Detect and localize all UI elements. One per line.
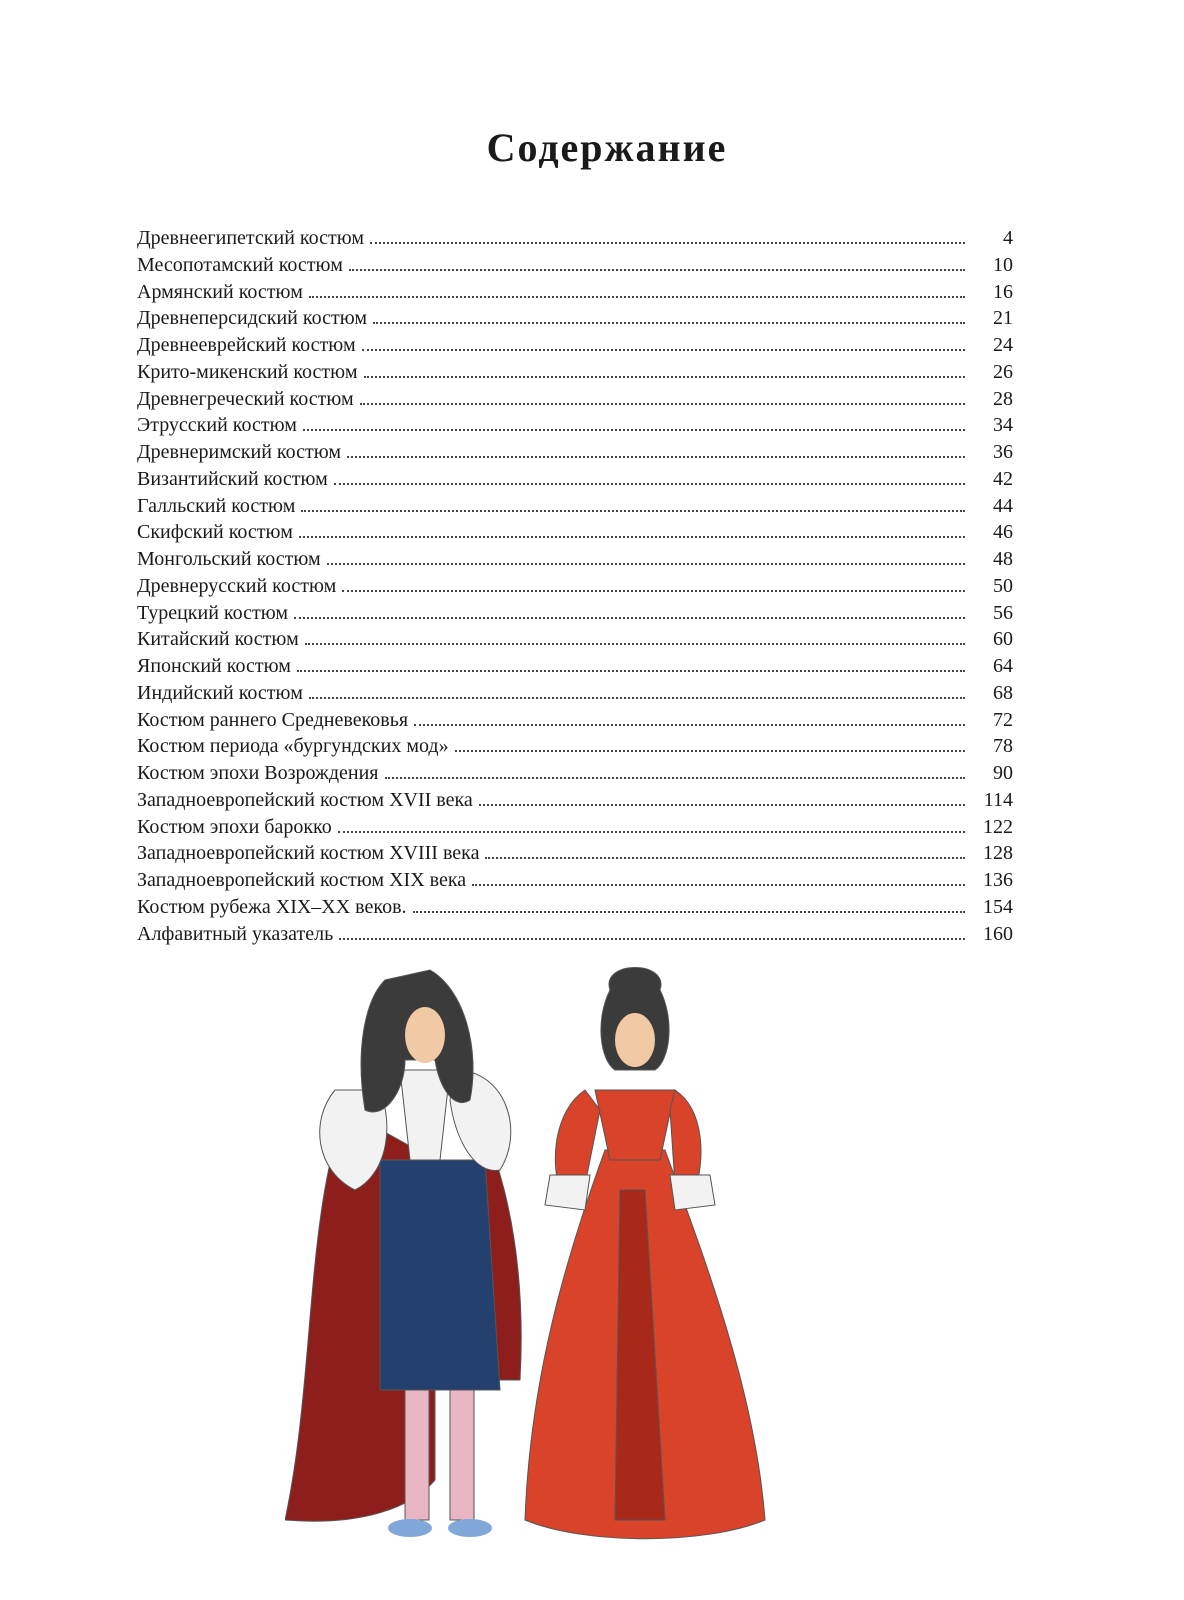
toc-entry-label: Византийский костюм bbox=[137, 467, 328, 490]
toc-entry-page: 44 bbox=[993, 494, 1013, 517]
toc-entry-label: Китайский костюм bbox=[137, 628, 299, 651]
toc-entry-page: 34 bbox=[993, 414, 1013, 437]
dot-leader bbox=[362, 348, 965, 351]
toc-entry-page: 60 bbox=[993, 628, 1013, 651]
toc-entry[interactable] bbox=[137, 921, 1013, 948]
dot-leader bbox=[294, 616, 965, 619]
toc-entry[interactable] bbox=[137, 653, 1013, 680]
gentleman-leg-left bbox=[405, 1390, 429, 1520]
toc-entry[interactable] bbox=[137, 707, 1013, 734]
toc-entry-label: Крито-микенский костюм bbox=[137, 360, 358, 383]
toc-entry-label: Древнеперсидский костюм bbox=[137, 307, 368, 330]
toc-entry[interactable] bbox=[137, 332, 1013, 359]
dot-leader bbox=[342, 589, 965, 592]
gentleman-leg-right bbox=[450, 1390, 474, 1520]
toc-entry[interactable] bbox=[137, 439, 1013, 466]
dot-leader bbox=[305, 642, 965, 645]
toc-entry[interactable] bbox=[137, 894, 1013, 921]
toc-entry-page: 136 bbox=[983, 869, 1013, 891]
dot-leader bbox=[373, 321, 965, 324]
baroque-couple-illustration bbox=[285, 960, 775, 1550]
toc-entry-page: 46 bbox=[993, 521, 1013, 544]
table-of-contents bbox=[137, 225, 1013, 947]
toc-entry[interactable] bbox=[137, 840, 1013, 867]
toc-entry-page: 72 bbox=[993, 708, 1013, 731]
dot-leader bbox=[338, 830, 965, 833]
toc-entry-label: Костюм периода «бургундских мод» bbox=[137, 735, 449, 758]
toc-entry[interactable] bbox=[137, 546, 1013, 573]
toc-entry[interactable] bbox=[137, 680, 1013, 707]
dot-leader bbox=[347, 455, 965, 458]
toc-entry-page: 78 bbox=[993, 735, 1013, 758]
dot-leader bbox=[349, 268, 965, 271]
toc-entry-label: Этрусский костюм bbox=[137, 414, 297, 437]
toc-entry-page: 122 bbox=[983, 815, 1013, 838]
dot-leader bbox=[414, 723, 965, 726]
toc-entry[interactable] bbox=[137, 359, 1013, 386]
toc-entry-page: 42 bbox=[993, 467, 1013, 490]
dot-leader bbox=[334, 482, 965, 485]
toc-entry[interactable] bbox=[137, 412, 1013, 439]
gentleman-doublet bbox=[380, 1160, 500, 1390]
lady-lace-cuff-left bbox=[545, 1175, 590, 1210]
dot-leader bbox=[299, 535, 965, 538]
toc-entry-page: 4 bbox=[1003, 227, 1013, 249]
toc-entry[interactable] bbox=[137, 626, 1013, 653]
toc-entry-label: Древнерусский костюм bbox=[137, 574, 337, 597]
dot-leader bbox=[385, 776, 965, 779]
toc-entry-page: 64 bbox=[993, 655, 1013, 677]
toc-entry[interactable] bbox=[137, 787, 1013, 814]
lady-figure bbox=[525, 968, 765, 1539]
toc-entry-page: 68 bbox=[993, 681, 1013, 704]
toc-entry-label: Армянский костюм bbox=[137, 280, 303, 303]
toc-entry[interactable] bbox=[137, 733, 1013, 760]
dot-leader bbox=[360, 402, 965, 405]
toc-entry[interactable] bbox=[137, 600, 1013, 627]
toc-entry-label: Костюм рубежа XIX–XX веков. bbox=[137, 895, 407, 918]
dot-leader bbox=[297, 669, 965, 672]
toc-entry-page: 36 bbox=[993, 441, 1013, 463]
gentleman-figure bbox=[285, 970, 521, 1537]
toc-entry-page: 154 bbox=[983, 895, 1013, 918]
toc-entry-page: 21 bbox=[993, 307, 1013, 330]
toc-entry-label: Монгольский костюм bbox=[137, 548, 321, 570]
toc-entry-label: Западноевропейский костюм XIX века bbox=[137, 869, 467, 891]
toc-entry-label: Костюм эпохи барокко bbox=[137, 815, 332, 838]
toc-entry[interactable] bbox=[137, 867, 1013, 894]
toc-entry-page: 16 bbox=[993, 280, 1013, 303]
toc-entry[interactable] bbox=[137, 573, 1013, 600]
toc-entry-page: 48 bbox=[993, 548, 1013, 570]
toc-entry-page: 50 bbox=[993, 574, 1013, 597]
toc-entry-page: 24 bbox=[993, 334, 1013, 356]
toc-entry-label: Турецкий костюм bbox=[137, 601, 289, 624]
toc-entry-label: Древнеегипетский костюм bbox=[137, 227, 365, 249]
toc-entry-label: Алфавитный указатель bbox=[137, 922, 334, 945]
toc-entry[interactable] bbox=[137, 386, 1013, 413]
toc-entry-page: 90 bbox=[993, 762, 1013, 784]
toc-entry-label: Скифский костюм bbox=[137, 521, 293, 544]
gentleman-shoe-left bbox=[388, 1519, 432, 1537]
toc-entry-page: 26 bbox=[993, 360, 1013, 383]
dot-leader bbox=[301, 509, 965, 512]
toc-entry-label: Месопотамский костюм bbox=[137, 253, 343, 276]
toc-entry[interactable] bbox=[137, 252, 1013, 279]
toc-entry[interactable] bbox=[137, 519, 1013, 546]
dot-leader bbox=[364, 375, 966, 378]
dot-leader bbox=[485, 856, 965, 859]
toc-entry-label: Японский костюм bbox=[137, 655, 291, 677]
lady-lace-cuff-right bbox=[670, 1175, 715, 1210]
gentleman-face bbox=[405, 1007, 445, 1063]
lady-face bbox=[615, 1013, 655, 1067]
toc-entry-page: 128 bbox=[983, 842, 1013, 865]
dot-leader bbox=[455, 749, 965, 752]
toc-entry[interactable] bbox=[137, 760, 1013, 787]
dot-leader bbox=[309, 696, 965, 699]
toc-entry[interactable] bbox=[137, 814, 1013, 841]
toc-entry[interactable] bbox=[137, 493, 1013, 520]
toc-entry-label: Галльский костюм bbox=[137, 494, 296, 517]
toc-entry-label: Западноевропейский костюм XVII века bbox=[137, 788, 473, 811]
dot-leader bbox=[327, 562, 965, 565]
dot-leader bbox=[303, 428, 965, 431]
toc-entry[interactable] bbox=[137, 305, 1013, 332]
toc-entry-label: Костюм раннего Средневековья bbox=[137, 708, 409, 731]
toc-entry-page: 56 bbox=[993, 601, 1013, 624]
toc-entry-label: Западноевропейский костюм XVIII века bbox=[137, 842, 480, 865]
page-title: Содержание bbox=[486, 125, 728, 170]
dot-leader bbox=[413, 910, 965, 913]
dot-leader bbox=[479, 803, 965, 806]
toc-entry[interactable] bbox=[137, 279, 1013, 306]
dot-leader bbox=[339, 937, 965, 940]
toc-entry[interactable] bbox=[137, 225, 1013, 252]
toc-entry-page: 160 bbox=[983, 922, 1013, 945]
toc-entry[interactable] bbox=[137, 466, 1013, 493]
gentleman-shoe-right bbox=[448, 1519, 492, 1537]
dot-leader bbox=[370, 241, 965, 244]
toc-entry-label: Древнееврейский костюм bbox=[137, 334, 356, 356]
toc-entry-label: Древнеримский костюм bbox=[137, 441, 342, 463]
toc-entry-page: 10 bbox=[993, 253, 1013, 276]
toc-entry-label: Костюм эпохи Возрождения bbox=[137, 762, 379, 784]
toc-entry-page: 28 bbox=[993, 387, 1013, 410]
toc-entry-label: Индийский костюм bbox=[137, 681, 303, 704]
toc-entry-label: Древнегреческий костюм bbox=[137, 387, 354, 410]
toc-entry-page: 114 bbox=[983, 788, 1013, 811]
dot-leader bbox=[472, 883, 965, 886]
dot-leader bbox=[309, 295, 965, 298]
